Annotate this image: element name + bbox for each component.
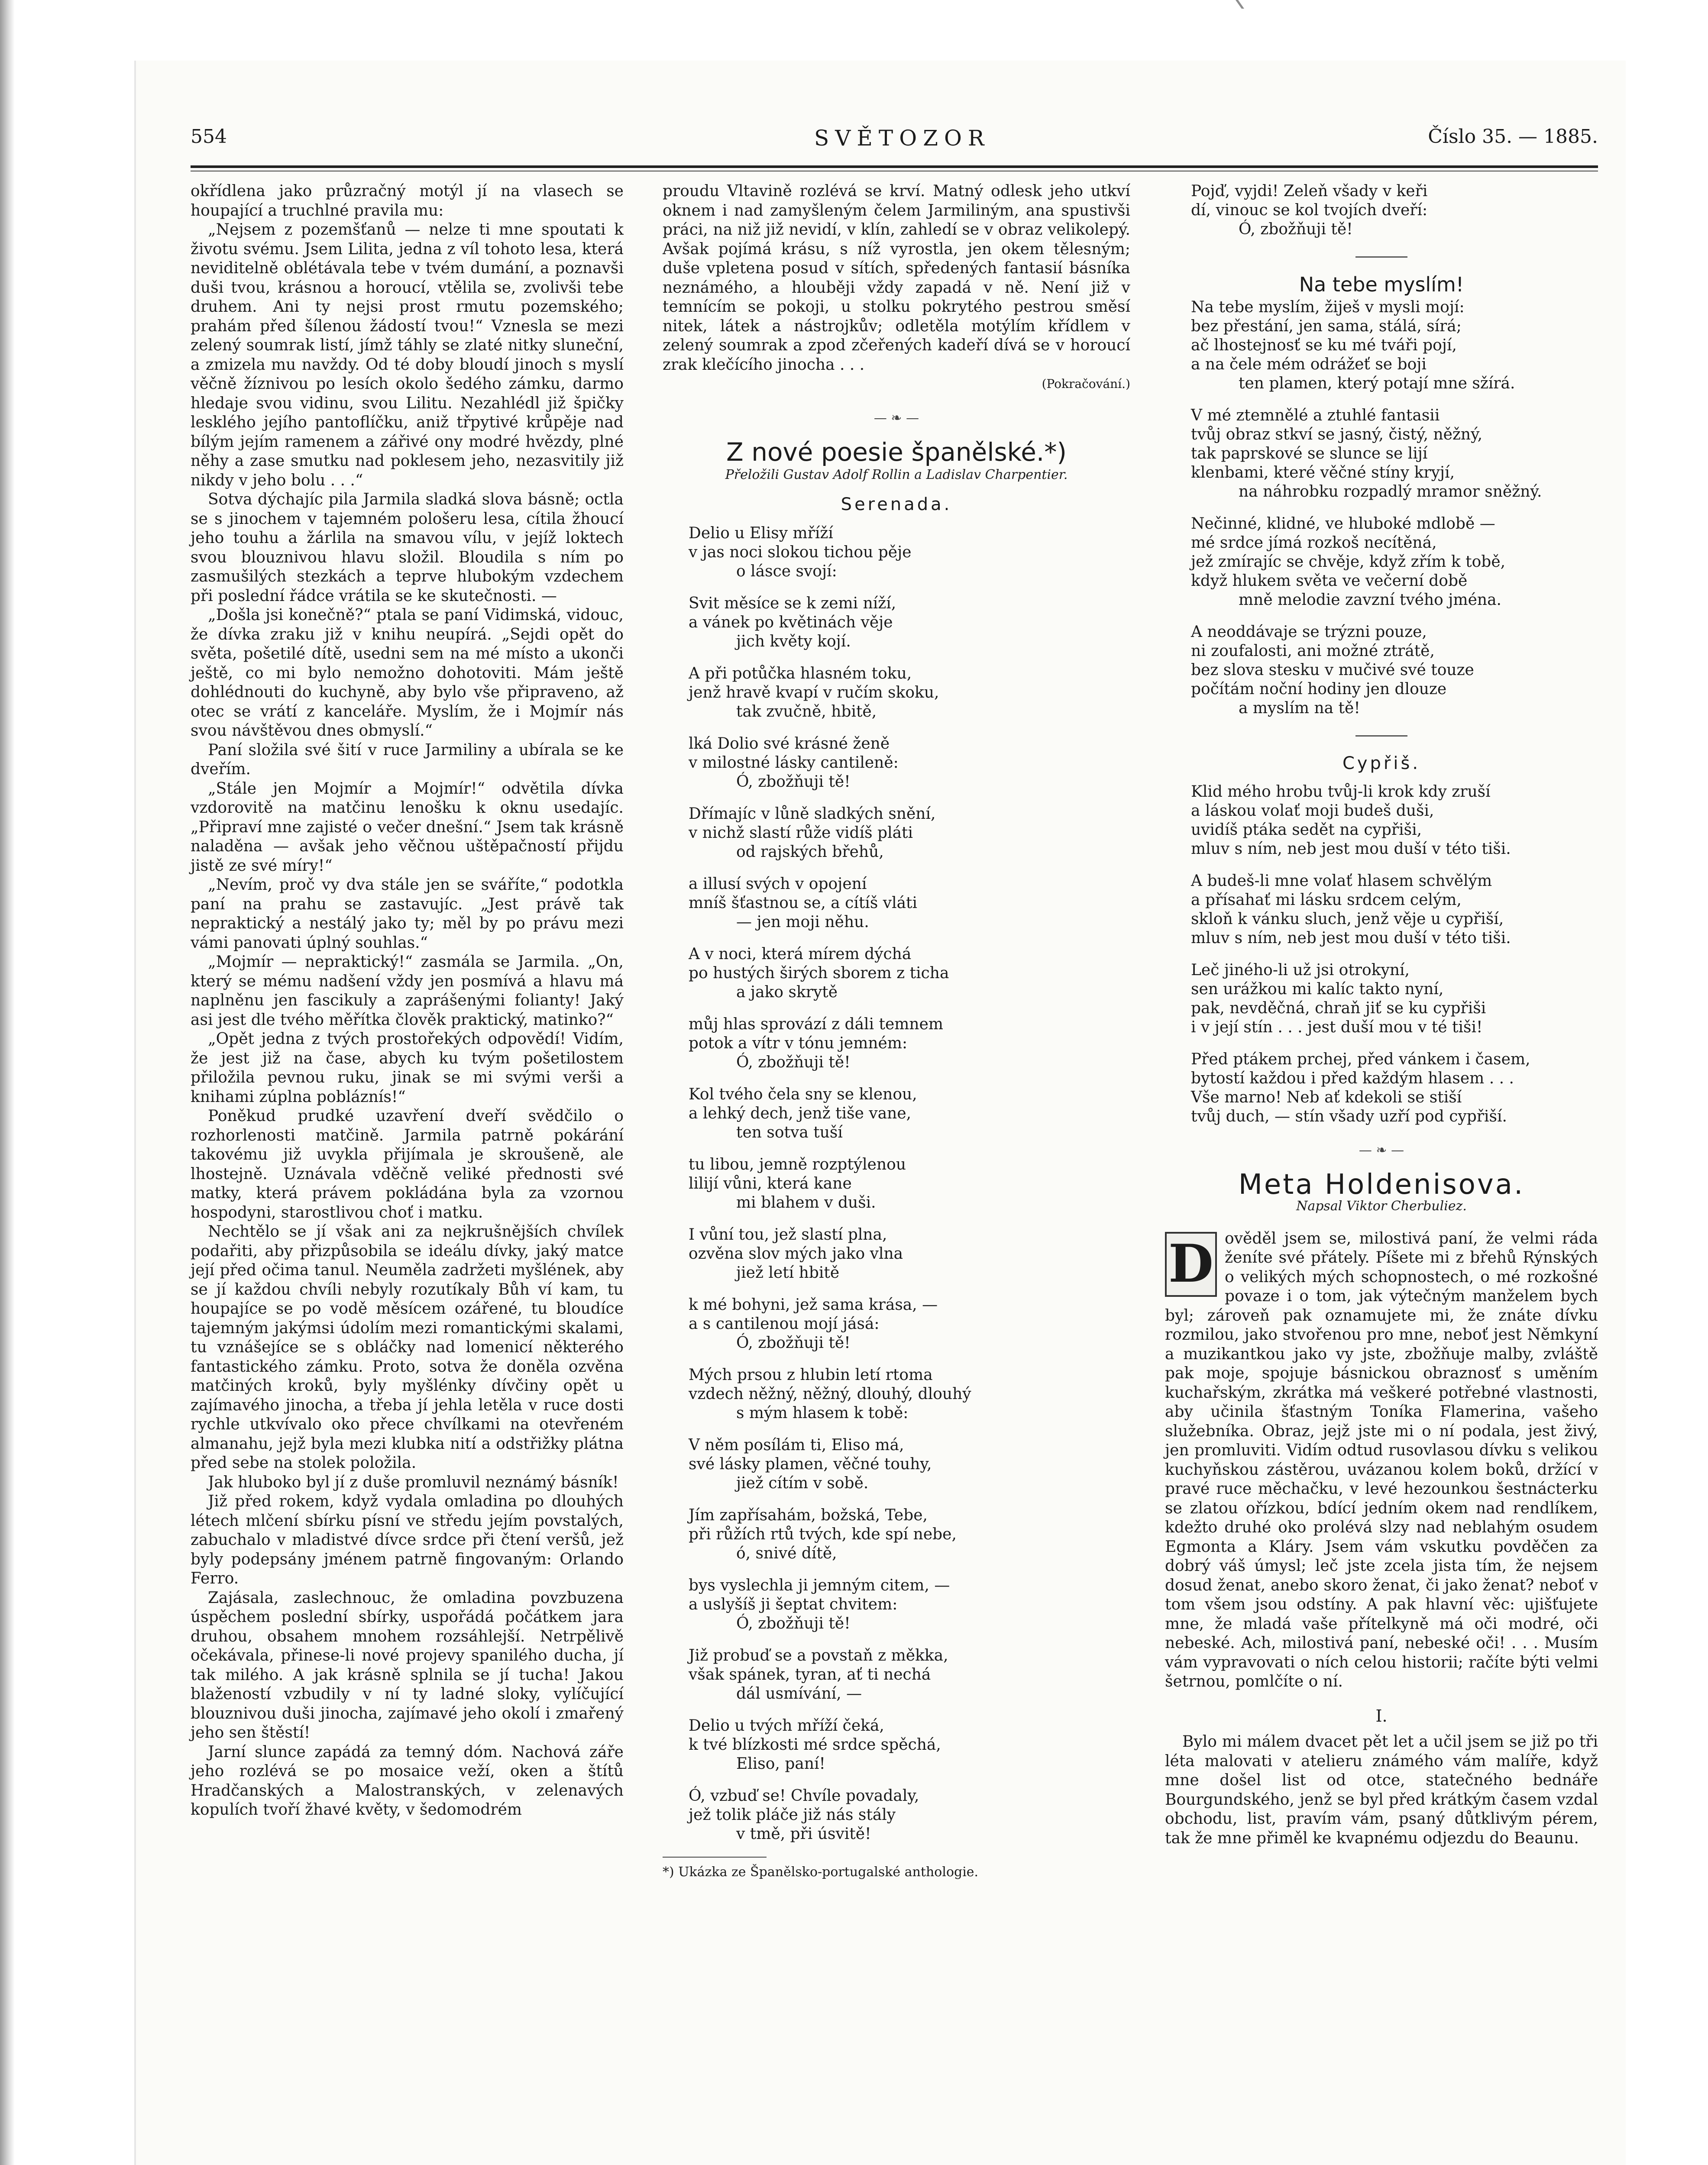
article-title: Meta Holdenisova. — [1238, 1168, 1525, 1201]
poem-line: Delio u tvých mříží čeká, — [689, 1716, 884, 1735]
stanza — [1191, 623, 1598, 718]
poem-line: jenž hravě kvapí v ručím skoku, — [689, 683, 939, 701]
chapter-paragraph: Bylo mi málem dvacet pět let a učil jsem se již po tři léta malovati v atelieru známého vám malíře, když mne došel list od otce, statečného bednáře Bourgundského, jenž se byl před krátkým časem vzdal obchodu, list, pravím vám, psaný důtklivým pérem, tak že mne přiměl ke kvapnému odjezdu do Beaunu. — [1165, 1733, 1598, 1847]
paragraph: „Došla jsi konečně?“ ptala se paní Vidimská, vidouc, že dívka zraku již v knihu neupírá. „Sejdi opět do světa, pošetilé dítě, usedni sem na mé místo a ukonči ještě, co mi bylo nemožno dohotoviti. Mám ještě dohlédnouti do kuchyně, aby bylo vše připraveno, až otec se vrátí z kanceláře. Myslím, že i Mojmír nás svou návštěvou dnes obmyslí.“ — [191, 606, 624, 740]
poem-line: bytostí každou i před každým hlasem . . . — [1191, 1070, 1514, 1087]
poem-line: Ó, zbožňuji tě! — [736, 1334, 851, 1352]
poem-line: mluv s ním, neb jest mou duší v této tiši. — [1191, 929, 1511, 947]
poem-line: lilijí vůni, která kane — [689, 1174, 852, 1192]
poem-line: ó, snivé dítě, — [736, 1544, 837, 1562]
poem-na-tebe-myslim — [1165, 298, 1598, 718]
poem-line: tak paprskové se slunce se lijí — [1191, 444, 1428, 462]
poem-line: A v noci, která mírem dýchá — [689, 945, 912, 963]
stanza — [1191, 782, 1598, 859]
poem-line: sen urážkou mi kalíc takto nyní, — [1191, 980, 1444, 998]
stanza — [1191, 1050, 1598, 1126]
poem-line: a myslím na tě! — [1239, 699, 1360, 717]
poem-line: Leč jiného-li už jsi otrokyní, — [1191, 961, 1410, 979]
stanza — [689, 1646, 1130, 1703]
poem-line: při růžích rtů tvých, kde spí nebe, — [689, 1525, 957, 1543]
poem-line: počítám noční hodiny jen dlouze — [1191, 680, 1447, 698]
poem-line: jich květy kojí. — [736, 632, 851, 650]
poem-line: a s cantilenou mojí jásá: — [689, 1315, 880, 1333]
poem-line: a uslyšíš ji šeptat chvitem: — [689, 1595, 898, 1613]
poem-line: a illusí svých v opojení — [689, 875, 867, 893]
poem-line: po hustých širých sborem z ticha — [689, 964, 949, 982]
poem-cypris — [1165, 782, 1598, 1126]
stanza — [1191, 514, 1598, 610]
stanza — [1191, 298, 1598, 393]
poem-line: Ó, zbožňuji tě! — [736, 772, 851, 791]
poem-line: jiež letí hbitě — [736, 1263, 840, 1282]
poem-line: Ó, zbožňuji tě! — [736, 1053, 851, 1071]
poem-line: k tvé blízkosti mé srdce spěchá, — [689, 1735, 941, 1754]
poem-line: a přísahať mi lásku srdcem celým, — [1191, 891, 1462, 909]
poem-line: Mých prsou z hlubin letí rtoma — [689, 1366, 933, 1384]
stanza — [689, 594, 1130, 651]
paragraph: Jak hluboko byl jí z duše promluvil neznámý básník! — [208, 1473, 619, 1491]
book-binding-shadow — [0, 0, 15, 2165]
stanza — [689, 1787, 1130, 1844]
poem-line: vzdech něžný, něžný, dlouhý, dlouhý — [689, 1385, 971, 1403]
translators-credit: Přeložili Gustav Adolf Rollin a Ladislav Charpentier. — [725, 467, 1068, 482]
poem-line: mně melodie zavzní tvého jména. — [1239, 591, 1501, 609]
poem-line: V mé ztemnělé a ztuhlé fantasii — [1191, 406, 1440, 424]
paragraph: „Mojmír — nepraktický!“ zasmála se Jarmila. „On, který se mému nadšení vždy jen posmívá a hlavu má naplněnu jen fascikuly a zaprášenými folianty! Jaký asi jest dle tvého měřítka člověk praktický, matinko?“ — [191, 953, 624, 1029]
poem-line: potok a vítr v tónu jemném: — [689, 1034, 908, 1052]
poem-line: Klid mého hrobu tvůj-li krok kdy zruší — [1191, 783, 1491, 801]
poem-line: jež tolik pláče již nás stály — [689, 1806, 896, 1824]
paragraph: Nechtělo se jí však ani za nejkrušnějších chvílek podařiti, aby přizpůsobila se ideálu dívky, jaký matce její před očima tanul. Neuměla zadržeti myšlének, aby se jí každou chvíli nebyly rozutíkaly Bůh ví kam, tu houpajíce se po vodě měsícem ozářené, tu bloudíce tajemným jakýmsi údolím mezi romantickými skalami, tu vznášejíce se s obláčky nad lomenicí některého fantastického zámku. Proto, sotva že doněla ozvěna matčiných kroků, byly myšlénky dívčiny opět u zajímavého jinocha, a třeba jí jehla letěla v ruce dosti rychle utkvívalo oko přece chvílkami na otevřeném almanahu, jejž byla mezi klubka nití a odstřižky plátna před sebe na stolek položila. — [191, 1223, 624, 1472]
column-2 — [663, 182, 1130, 1882]
paragraph: Sotva dýchajíc pila Jarmila sladká slova básně; octla se s jinochem v tajemném pološeru lesa, cítila žhoucí jeho touhu a žárlila na smavou vílu, v jejíž loktech svou blouznivou hlavu složil. Bloudila s ním po zasmušilých stezkách a teprve hlubokým vzdechem při poslední řádce vrátila se ke skutečnosti. — — [191, 491, 624, 605]
poem-line: Svit měsíce se k zemi níží, — [689, 594, 896, 612]
poem-line: A neoddávaje se trýzni pouze, — [1191, 623, 1427, 641]
stanza — [689, 1436, 1130, 1493]
footnote: *) Ukázka ze Španělsko-portugalské anthologie. — [663, 1864, 979, 1880]
stanza — [689, 1015, 1130, 1072]
poem-line: I vůní tou, jež slastí plna, — [689, 1225, 887, 1244]
stanza — [689, 524, 1130, 581]
poem-line: A při potůčka hlasném toku, — [689, 664, 912, 682]
poem-line: a jako skrytě — [736, 983, 838, 1001]
divider — [1355, 735, 1407, 737]
poem-line: v jas noci slokou tichou pěje — [689, 543, 912, 561]
stanza — [689, 734, 1130, 792]
section-title: Z nové poesie španělské.*) — [726, 437, 1067, 467]
poem-line: ten plamen, který potají mne sžírá. — [1239, 374, 1515, 392]
poem-title-na-tebe: Na tebe myslím! — [1299, 273, 1464, 296]
paragraph: Jarní slunce zapádá za temný dóm. Nachová záře jeho rozlévá se po mosaice veží, oken a štítů Hradčanských a Malostranských, v zelenavých kopulích tvoří žhavé květy, v šedomodrém — [191, 1743, 624, 1819]
poem-line: a láskou volať moji budeš duši, — [1191, 802, 1434, 820]
poem-line: mníš šťastnou se, a cítíš vláti — [689, 894, 918, 912]
poem-line: v tmě, při úsvitě! — [736, 1825, 871, 1843]
poem-line: Nečinné, klidné, ve hluboké mdlobě — — [1191, 514, 1495, 533]
drop-cap: D — [1165, 1232, 1217, 1297]
poem-line: skloň k vánku sluch, jenž věje u cypřiší, — [1191, 910, 1504, 928]
poem-line: klenbami, které věčné stíny kryjí, — [1191, 463, 1455, 481]
poem-line: Již probuď se a povstaň z měkka, — [689, 1646, 948, 1664]
ornament-divider: — ❧ — — [873, 410, 919, 426]
poem-line: mluv s ním, neb jest mou duší v této tiši. — [1191, 840, 1511, 858]
poem-line: s mým hlasem k tobě: — [736, 1404, 909, 1422]
issue-label: Číslo 35. — 1885. — [1428, 126, 1598, 148]
poem-line: však spánek, tyran, ať ti nechá — [689, 1665, 931, 1684]
poem-line: Ó, vzbuď se! Chvíle povadaly, — [689, 1787, 919, 1805]
poem-line: ten sotva tuší — [736, 1123, 843, 1141]
poem-line: i v její stín . . . jest duší mou v té tiši! — [1191, 1018, 1483, 1036]
poem-line: mi blahem v duši. — [736, 1193, 876, 1212]
stanza — [689, 1085, 1130, 1142]
poem-line: ni zoufalosti, ani možné ztrátě, — [1191, 642, 1435, 660]
poem-title-serenada: Serenada. — [841, 494, 952, 514]
poem-line: na náhrobku rozpadlý mramor sněžný. — [1239, 482, 1542, 501]
poem-line: Ó, zbožňuji tě! — [736, 1614, 851, 1632]
poem-line: Před ptákem prchej, před vánkem i časem, — [1191, 1050, 1530, 1068]
poem-line: jež zmírajíc se chvěje, když zřím k tobě, — [1191, 553, 1506, 571]
stanza — [689, 875, 1130, 932]
article-author: Napsal Viktor Cherbuliez. — [1296, 1199, 1467, 1214]
paragraph: Paní složila své šití v ruce Jarmiliny a ubírala se ke dveřím. — [191, 741, 624, 778]
chapter-number: I. — [1375, 1706, 1388, 1726]
poem-line: Ó, zbožňuji tě! — [1239, 220, 1353, 238]
poem-title-cypris: Cypřiš. — [1342, 753, 1421, 773]
paragraph: Poněkud prudké uzavření dveří svědčilo o rozhorlenosti matčině. Jarmila patrně pokárání takovému již uvykla přijímala je skroušeně, ale lhostejně. Uznávala vděčně veliké přednosti své matky, která právem pokládána byla za vzornou hospodyni, starostlivou choť i matku. — [191, 1107, 624, 1221]
paragraph: Již před rokem, když vydala omladina po dlouhých létech mlčení sbírku písní ve středu jejím povstalých, zabuchalo v mladistvé dívce srdce při čtení veršů, jež byly podepsány jménem patrně fingovaným: Orlando Ferro. — [191, 1493, 624, 1587]
poem-line: od rajských břehů, — [736, 843, 884, 861]
poem-line: tvůj duch, — stín všady uzří pod cypřiší. — [1191, 1108, 1507, 1125]
poem-line: ač lhostejnosť se ku mé tváři pojí, — [1191, 336, 1457, 354]
article-paragraph-text: ověděl jsem se, milostivá paní, že velmi ráda ženíte své přátely. Píšete mi z břehů Rýnských o velikých mých schopnostech, o mé rozkošné povaze i o tom, jak výtečným manželem bych byl; zároveň pak oznamujete mi, že znáte dívku rozmilou, jako stvořenou pro mne, neboť jest Němkyní a muzikantkou jako vy jste, zbožňuje malby, zvláště pak moje, spojuje básnickou obraznosť s uměním kuchařským, zkrátka má veškeré potřebné vlastnosti, aby učinila šťastným Toníka Flamerina, vašeho služebníka. Obraz, jejž jste mi o ní podala, jest živý, jen promluviti. Vidím odtud rusovlasou dívku s velikou kuchyňskou zástěrou, uvázanou kolem boků, držící v pravé ruce měchačku, v levé hezounkou šestnácterku se zlatou ořízkou, bdící jedním okem nad rendlíkem, kdežto druhé oko prolévá slzy nad neblahým osudem Egmonta a Kláry. Jsem vám vskutku povděčen za dobrý váš úmysl; leč jste zcela jista tím, že nejsem dosud ženat, anebo skoro ženat, či jako ženat? neboť v tom všem jsou odstíny. A pak hlavní věc: ujišťujete mne, že mladá vaše přítelkyně má oči modré, oči nebeské. Ach, milostivá paní, nebeské oči! . . . Musím vám vypravovati o ních celou historii; račíte býti velmi šetrnou, pomlčíte o ní. — [1165, 1229, 1598, 1690]
ornament-divider: — ❧ — — [1359, 1143, 1404, 1158]
poem-line: když hlukem světa ve večerní době — [1191, 572, 1468, 590]
poem-line: ozvěna slov mých jako vlna — [689, 1244, 903, 1263]
poem-closing-stanza — [1165, 182, 1598, 239]
serenade-poem — [663, 524, 1130, 1844]
poem-line: bez přestání, jen sama, stálá, sírá; — [1191, 317, 1462, 335]
header-rule — [191, 165, 1598, 168]
poem-line: pak, nevděčná, chraň jiť se ku cypřiši — [1191, 999, 1486, 1017]
poem-line: můj hlas sprovází z dáli temnem — [689, 1015, 944, 1033]
poem-line: Kol tvého čela sny se klenou, — [689, 1085, 917, 1103]
stanza — [1191, 182, 1598, 239]
poem-line: tak zvučně, hbitě, — [736, 702, 877, 721]
article-first-paragraph — [1165, 1229, 1598, 1692]
stanza — [689, 1366, 1130, 1423]
journal-title: SVĚTOZOR — [814, 126, 990, 151]
paragraph: okřídlena jako průzračný motýl jí na vlasech se houpající a truchlné pravila mu: — [191, 182, 624, 220]
continued-note: (Pokračování.) — [1042, 377, 1130, 391]
stanza — [689, 1296, 1130, 1353]
paragraph: proudu Vltavině rozlévá se krví. Matný odlesk jeho utkví oknem i nad zamyšleným čelem Jarmiliným, ana spustivši práci, na niž již nevidí, v klín, zahledí se v obraz velikolepý. Avšak pojímá krásu, s níž vyrostla, jen okem tělesným; duše vpletena posud v sítích, spředených fantasií básníka neznámého, a hlouběji vždy zapadá v ně. Není již v temnícím se pokoji, u stolku pokrytého pestrou směsí nitek, látek a nástrojkův; odletěla motýlím křídlem v zelený soumrak a zpod zčeřených kadeří dívá se v horoucí zrak klečícího jinocha . . . — [663, 182, 1130, 374]
page-number: 554 — [191, 126, 227, 148]
poem-line: Pojď, vyjdi! Zeleň všady v keři — [1191, 182, 1428, 200]
poem-line: mé srdce jímá rozkoš necítěná, — [1191, 533, 1437, 552]
poem-line: uvidíš ptáka sedět na cypřiši, — [1191, 821, 1422, 839]
column-3 — [1165, 182, 1598, 1848]
stanza — [689, 1716, 1130, 1774]
stanza — [1191, 872, 1598, 948]
poem-line: lká Dolio své krásné ženě — [689, 734, 890, 753]
footnote-rule — [663, 1857, 767, 1858]
poem-line: Dřímajíc v lůně sladkých snění, — [689, 805, 936, 823]
poem-line: Eliso, paní! — [736, 1755, 826, 1773]
poem-line: své lásky plamen, věčné touhy, — [689, 1455, 932, 1473]
stanza — [689, 1506, 1130, 1563]
poem-line: bez slova stesku v mučivé své touze — [1191, 661, 1474, 679]
poem-line: k mé bohyni, jež sama krása, — — [689, 1296, 938, 1314]
poem-line: a na čele mém odrážeť se boji — [1191, 355, 1427, 373]
poem-line: tu libou, jemně rozptýlenou — [689, 1155, 906, 1173]
page-corner-fold — [1201, 0, 1244, 9]
column-1 — [191, 182, 624, 1820]
poem-line: tvůj obraz stkví se jasný, čistý, něžný, — [1191, 425, 1483, 443]
poem-line: v nichž slastí růže vidíš pláti — [689, 824, 913, 842]
paragraph: „Nejsem z pozemšťanů — nelze ti mne spoutati k životu svému. Jsem Lilita, jedna z víl tohoto lesa, která neviditelně oblétávala tebe v tvém dumání, a poznavši duši tvou, krásnou a horoucí, vtělila se, zvolivši tebe druhem. Ani ty nejsi prost rmutu pozemského; prahám před šílenou žádostí tvou!“ Vznesla se mezi zelený soumrak listí, jímž táhly se zlaté nitky sluneční, a zmizela mu navždy. Od té doby bloudí jinoch s myslí věčně žíznivou po lesích okolo šedého zámku, darmo hledaje svou vidinu, svou Lilitu. Nezahlédl již špičky lesklého jejího pantoflíčku, aniž třpytivé krůpěje nad bílým jejím ramenem a zářivé ony modré hvězdy, plné něhy a zase smutku nad poklesem jeho, nezasvitily již nikdy v jeho bolu . . .“ — [191, 221, 624, 489]
stanza — [1191, 406, 1598, 501]
poem-line: V něm posílám ti, Eliso má, — [689, 1436, 904, 1454]
paragraph: Zajásala, zaslechnouc, že omladina povzbuzena úspěchem poslední sbírky, uspořádá počátkem jara druhou, obsahem mnohem rozsáhlejší. Netrpělivě očekávala, přinese-li nové projevy spanilého ducha, jí tak milého. A jak krásně splnila se jí tucha! Jakou blažeností vzbudily v ní ty ladné sloky, vylíčující blouznivou duši jinocha, zajímavé jeho okolí i zmařený jeho sen štěstí! — [191, 1589, 624, 1742]
poem-line: Vše marno! Neb ať kdekoli se stiší — [1191, 1089, 1462, 1106]
paragraph: „Opět jedna z tvých prostořekých odpovědí! Vidím, že jest již na čase, abych ku tvým pošetilostem přiložila pevnou ruku, jinak se mi svými verši a knihami zúplna pobláznís!“ — [191, 1030, 624, 1106]
poem-line: — jen moji něhu. — [736, 913, 869, 931]
poem-line: jiež cítím v sobě. — [736, 1474, 869, 1492]
stanza — [1191, 961, 1598, 1037]
stanza — [689, 805, 1130, 862]
poem-line: Delio u Elisy mříží — [689, 524, 833, 542]
stanza — [689, 1225, 1130, 1283]
page-header — [191, 126, 1598, 160]
poem-line: Jím zapřísahám, božská, Tebe, — [689, 1506, 928, 1524]
poem-line: bys vyslechla ji jemným citem, — — [689, 1576, 950, 1594]
stanza — [689, 1155, 1130, 1212]
poem-line: v milostné lásky cantileně: — [689, 753, 899, 772]
stanza — [689, 664, 1130, 721]
poem-line: a vánek po květinách věje — [689, 613, 893, 631]
poem-line: dál usmívání, — — [736, 1684, 862, 1703]
paragraph: „Stále jen Mojmír a Mojmír!“ odvětila dívka vzdorovitě na matčinu lenošku k oknu usedajíc. „Připraví mne zajisté o večer dnešní.“ Jsem tak krásně naladěna — avšak jeho věčnou uštěpačností přijdu jistě ze své míry!“ — [191, 779, 624, 875]
poem-line: dí, vinouc se kol tvojích dveří: — [1191, 201, 1428, 219]
stanza — [689, 1576, 1130, 1633]
poem-line: A budeš-li mne volať hlasem schvělým — [1191, 872, 1492, 890]
poem-line: a lehký dech, jenž tiše vane, — [689, 1104, 912, 1122]
stanza — [689, 945, 1130, 1002]
paragraph: „Nevím, proč vy dva stále jen se sváříte,“ podotkla paní na prahu se zastavujíc. „Jest právě tak nepraktický a nestálý jako ty; měl by po právu mezi vámi panovati úplný souhlas.“ — [191, 876, 624, 952]
poem-line: o lásce svojí: — [736, 562, 837, 580]
divider — [1355, 256, 1407, 258]
poem-line: Na tebe myslím, žiješ v mysli mojí: — [1191, 298, 1465, 316]
